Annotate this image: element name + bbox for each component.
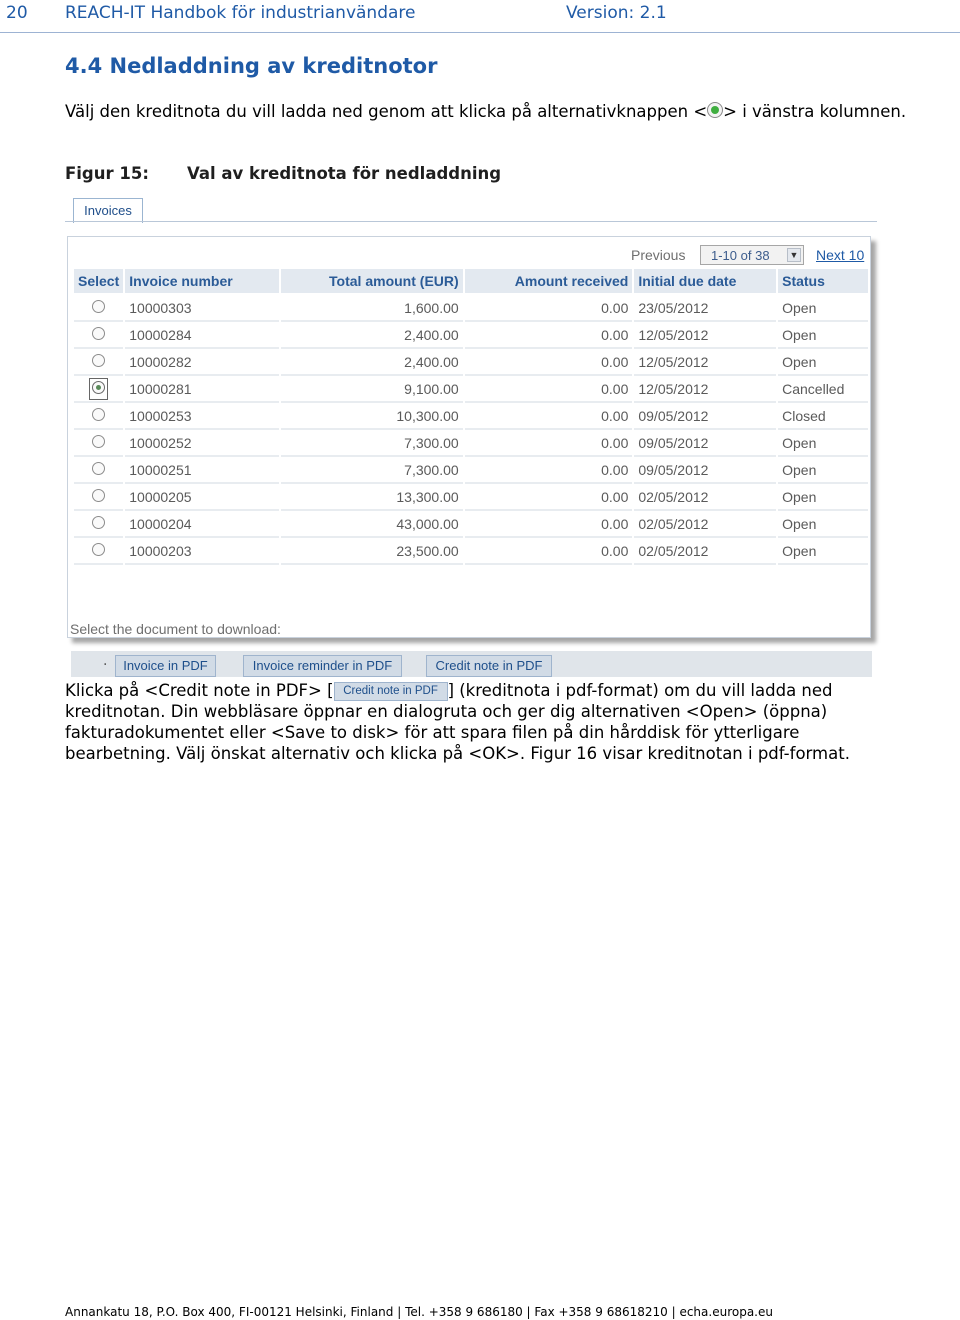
invoice-pdf-button[interactable]: Invoice in PDF [115,655,216,677]
cell-status: Open [778,322,868,349]
instructions-text-2: ] (kreditnota i pdf-format) om du vill ladda ned kreditnotan. Din webbläsare öppnar en dialogruta och ger dig alternativen <Open> (öppna) fakturadokumentet eller <Save to disk> för att spara filen på din hårddisk för ytterligare bearbetning. Välj önskat alternativ och klicka på <OK>. Figur 16 visar kreditnotan i pdf-format. [65,681,850,763]
figure-number: Figur 15: [65,164,149,183]
tab-divider [65,221,877,222]
cell-total-amount: 43,000.00 [281,511,463,538]
page-number: 20 [6,3,28,23]
select-radio-wrapper [90,433,107,453]
cell-total-amount: 23,500.00 [281,538,463,565]
cell-select [74,349,123,376]
cell-invoice-number: 10000205 [125,484,279,511]
cell-invoice-number: 10000251 [125,457,279,484]
cell-select [74,322,123,349]
cell-total-amount: 9,100.00 [281,376,463,403]
select-radio-button[interactable] [92,327,105,340]
select-radio-wrapper [90,352,107,372]
cell-total-amount: 2,400.00 [281,322,463,349]
cell-due-date: 23/05/2012 [634,295,776,322]
intro-text-1: Välj den kreditnota du vill ladda ned genom att klicka på alternativknappen < [65,102,708,121]
cell-status: Open [778,484,868,511]
table-row[interactable] [74,430,868,457]
invoices-screenshot [65,196,887,673]
table-row[interactable] [74,322,868,349]
document-title: REACH-IT Handbok för industrianvändare [65,3,416,23]
table-row[interactable] [74,511,868,538]
cell-status: Open [778,295,868,322]
select-radio-button[interactable] [92,462,105,475]
cell-invoice-number: 10000281 [125,376,279,403]
cell-total-amount: 7,300.00 [281,430,463,457]
cell-status: Open [778,349,868,376]
instructions-paragraph [65,680,905,764]
tab-invoices[interactable]: Invoices [73,198,143,223]
cell-invoice-number: 10000282 [125,349,279,376]
cell-due-date: 09/05/2012 [634,457,776,484]
cell-status: Open [778,538,868,565]
chevron-down-icon: ▼ [787,248,801,262]
column-header-amount-received: Amount received [465,269,633,295]
cell-amount-received: 0.00 [465,403,633,430]
cell-due-date: 12/05/2012 [634,376,776,403]
table-row[interactable] [74,538,868,565]
previous-link[interactable]: Previous [631,247,686,263]
download-label: Select the document to download: [70,621,281,637]
credit-note-pdf-button[interactable]: Credit note in PDF [426,655,552,677]
page-range-select[interactable] [700,245,804,265]
cell-due-date: 12/05/2012 [634,322,776,349]
table-row[interactable] [74,484,868,511]
cell-amount-received: 0.00 [465,349,633,376]
next-link[interactable]: Next 10 [816,247,865,263]
cell-select [74,511,123,538]
select-radio-button[interactable] [92,408,105,421]
select-radio-button[interactable] [92,489,105,502]
table-row[interactable] [74,403,868,430]
select-radio-wrapper [90,325,107,345]
document-version: Version: 2.1 [566,3,667,23]
radio-button-icon [707,102,723,118]
cell-invoice-number: 10000253 [125,403,279,430]
cell-status: Cancelled [778,376,868,403]
cell-due-date: 02/05/2012 [634,511,776,538]
cell-invoice-number: 10000203 [125,538,279,565]
cell-amount-received: 0.00 [465,457,633,484]
select-radio-button[interactable] [92,354,105,367]
cell-total-amount: 2,400.00 [281,349,463,376]
cell-due-date: 12/05/2012 [634,349,776,376]
cell-invoice-number: 10000252 [125,430,279,457]
select-radio-wrapper [90,406,107,426]
select-radio-wrapper [90,487,107,507]
cell-select [74,430,123,457]
select-radio-button[interactable] [92,516,105,529]
download-button-bar [71,651,872,677]
cell-amount-received: 0.00 [465,322,633,349]
cell-amount-received: 0.00 [465,484,633,511]
cell-select [74,376,123,403]
cell-invoice-number: 10000284 [125,322,279,349]
column-header-status: Status [778,269,868,295]
intro-text-2: > i vänstra kolumnen. [723,102,907,121]
page-footer: Annankatu 18, P.O. Box 400, FI-00121 Helsinki, Finland | Tel. +358 9 686180 | Fax +358 9 68618210 | echa.europa.eu [65,1305,773,1319]
select-radio-button[interactable] [92,381,105,394]
select-radio-wrapper [90,514,107,534]
table-row[interactable] [74,376,868,403]
cell-invoice-number: 10000303 [125,295,279,322]
page-header [0,0,960,33]
cell-amount-received: 0.00 [465,376,633,403]
cell-total-amount: 1,600.00 [281,295,463,322]
cell-due-date: 02/05/2012 [634,538,776,565]
cell-select [74,484,123,511]
select-radio-button[interactable] [92,435,105,448]
invoice-reminder-pdf-button[interactable]: Invoice reminder in PDF [243,655,402,677]
invoice-table-body [74,295,868,565]
table-row[interactable] [74,349,868,376]
table-row[interactable] [74,295,868,322]
cell-total-amount: 10,300.00 [281,403,463,430]
cell-due-date: 09/05/2012 [634,403,776,430]
cell-status: Open [778,511,868,538]
cell-amount-received: 0.00 [465,538,633,565]
cell-amount-received: 0.00 [465,295,633,322]
section-title: 4.4 Nedladdning av kreditnotor [65,54,438,78]
bullet: . [103,653,108,669]
column-header-invoice-number: Invoice number [125,269,279,295]
cell-status: Closed [778,403,868,430]
instructions-text-1: Klicka på <Credit note in PDF> [ [65,681,334,700]
cell-due-date: 02/05/2012 [634,484,776,511]
invoice-table [72,269,870,565]
select-radio-button[interactable] [92,543,105,556]
table-row[interactable] [74,457,868,484]
table-header-row [74,269,868,295]
cell-select [74,403,123,430]
cell-total-amount: 13,300.00 [281,484,463,511]
cell-amount-received: 0.00 [465,430,633,457]
select-radio-wrapper [90,460,107,480]
figure-caption: Val av kreditnota för nedladdning [187,164,502,183]
select-radio-wrapper [89,378,108,400]
cell-select [74,295,123,322]
cell-select [74,457,123,484]
column-header-select: Select [74,269,123,295]
cell-select [74,538,123,565]
column-header-total-amount: Total amount (EUR) [281,269,463,295]
cell-total-amount: 7,300.00 [281,457,463,484]
select-radio-button[interactable] [92,300,105,313]
invoice-panel [67,236,871,673]
select-radio-wrapper [90,298,107,318]
intro-paragraph [65,101,925,122]
inline-credit-note-pdf-button: Credit note in PDF [334,682,448,701]
column-header-due-date: Initial due date [634,269,776,295]
cell-amount-received: 0.00 [465,511,633,538]
select-radio-wrapper [90,541,107,561]
cell-due-date: 09/05/2012 [634,430,776,457]
cell-invoice-number: 10000204 [125,511,279,538]
page-range-value: 1-10 of 38 [711,248,770,263]
cell-status: Open [778,457,868,484]
cell-status: Open [778,430,868,457]
